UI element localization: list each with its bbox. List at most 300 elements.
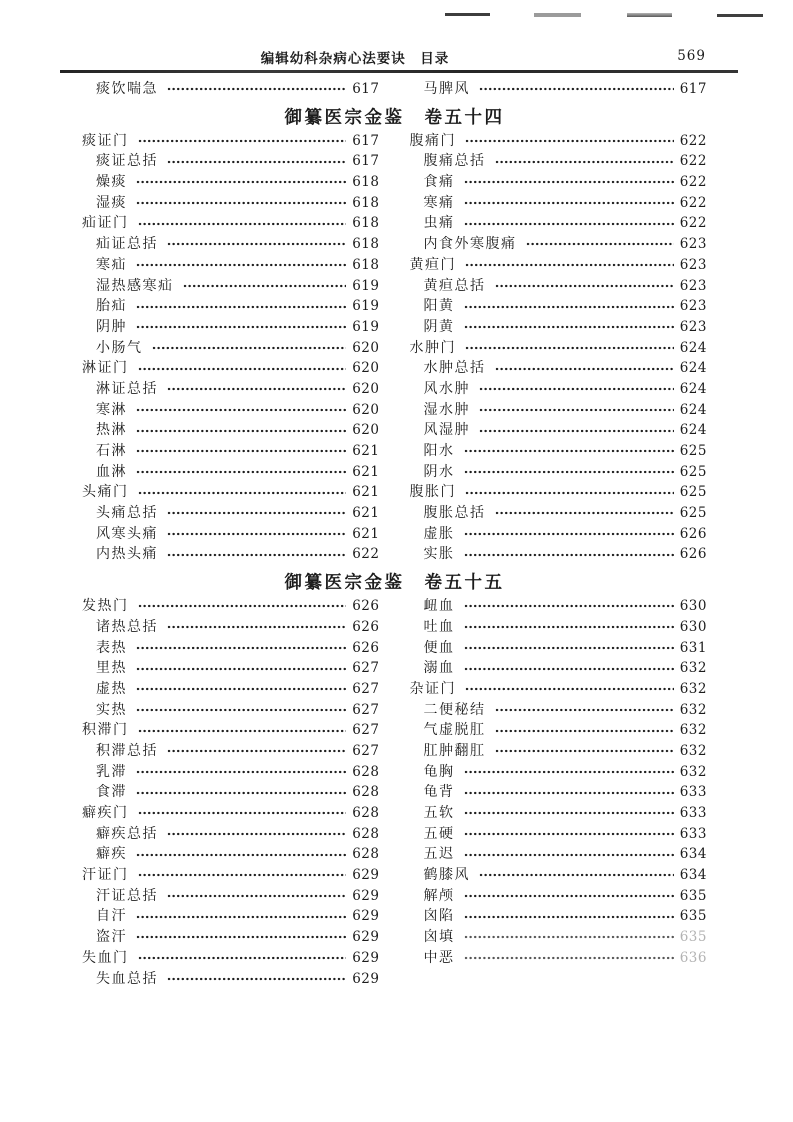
toc-entry-label: 溺血 [423, 660, 455, 677]
toc-entry-page: 624 [679, 401, 707, 418]
toc-entry-page: 627 [352, 701, 380, 718]
toc-entry-page: 626 [352, 639, 380, 656]
toc-entry-label: 热淋 [96, 422, 127, 439]
toc-entry-page: 625 [679, 463, 707, 480]
dot-leader [464, 934, 674, 940]
toc-entry-label: 龟胸 [423, 763, 455, 780]
dot-leader [464, 221, 674, 227]
dot-leader [479, 86, 674, 92]
toc-entry [410, 544, 708, 565]
toc-entry-page: 629 [352, 970, 380, 987]
dot-leader [465, 138, 674, 144]
toc-entry-label: 淋证门 [82, 360, 129, 377]
toc-entry [82, 886, 380, 907]
toc-entry-page: 629 [352, 949, 380, 966]
page-header [60, 47, 738, 65]
toc-entry-page: 626 [352, 598, 380, 615]
toc-entry [82, 638, 380, 659]
toc-entry-label: 衄血 [423, 598, 455, 615]
section-heading: 御纂医宗金鉴 卷五十四 [284, 106, 505, 127]
dot-leader [136, 324, 346, 330]
toc-entry-label: 阳黄 [423, 298, 455, 315]
toc-column-left [82, 131, 380, 565]
scan-artifact-bar [534, 13, 581, 17]
toc-entry [410, 824, 708, 845]
toc-entry-page: 631 [679, 639, 707, 656]
dot-leader [464, 448, 674, 454]
toc-entry [82, 906, 380, 927]
toc-entry-page: 621 [352, 484, 380, 501]
toc-entry-label: 杂证门 [409, 680, 456, 697]
toc-entry-label: 痰证总括 [96, 153, 158, 170]
dot-leader [138, 603, 347, 609]
toc-entry [82, 358, 380, 379]
toc-entry-page: 621 [352, 525, 380, 542]
toc-entry [410, 886, 708, 907]
section-heading: 御纂医宗金鉴 卷五十五 [284, 572, 505, 593]
dot-leader [136, 407, 346, 413]
toc-entry-page: 625 [679, 484, 707, 501]
toc-entry-page: 626 [679, 546, 707, 563]
dot-leader [464, 200, 674, 206]
dot-leader [464, 324, 674, 330]
toc-entry-page: 621 [352, 463, 380, 480]
dot-leader [136, 428, 346, 434]
toc-entry-page: 636 [679, 949, 707, 966]
dot-leader [136, 645, 346, 651]
toc-entry-label: 疝证总括 [96, 236, 158, 253]
toc-entry-page: 619 [352, 298, 380, 315]
running-title: 编辑幼科杂病心法要诀 目录 [260, 51, 450, 66]
dot-leader [464, 179, 674, 185]
dot-leader [136, 179, 346, 185]
toc-entry-page: 632 [679, 722, 707, 739]
dot-leader [464, 666, 674, 672]
toc-entry-label: 水肿门 [409, 339, 456, 356]
dot-leader [136, 790, 346, 796]
toc-entry-page: 627 [352, 722, 380, 739]
toc-entry [82, 803, 380, 824]
toc-entry [82, 234, 380, 255]
toc-entry-label: 汗证门 [82, 867, 129, 884]
dot-leader [167, 552, 346, 558]
dot-leader [479, 428, 674, 434]
toc-entry-label: 二便秘结 [423, 701, 486, 718]
dot-leader [138, 872, 347, 878]
toc-entry-label: 湿痰 [96, 194, 127, 211]
toc-entry-page: 617 [352, 81, 380, 97]
toc-entry [82, 865, 380, 886]
dot-leader [464, 810, 674, 816]
toc-entry-label: 表热 [96, 639, 127, 656]
scan-artifact-bar [717, 14, 763, 17]
toc-entry [82, 544, 380, 565]
toc-entry [82, 379, 380, 400]
toc-entry-page: 628 [352, 805, 380, 821]
toc-entry-label: 疝证门 [82, 215, 129, 232]
toc-entry [410, 762, 708, 783]
dot-leader [464, 831, 674, 837]
toc-entry [82, 151, 380, 172]
toc-entry-label: 实热 [96, 701, 127, 718]
toc-entry [410, 441, 708, 462]
dot-leader [152, 345, 347, 351]
toc-entry-page: 633 [679, 825, 707, 842]
toc-band [82, 79, 707, 100]
toc-entry [410, 193, 708, 214]
toc-entry [410, 400, 708, 421]
toc-entry-page: 618 [352, 236, 380, 253]
toc-entry [410, 79, 708, 100]
toc-entry-page: 633 [679, 784, 707, 801]
toc-entry [410, 317, 708, 338]
toc-entry-label: 里热 [96, 660, 127, 677]
toc-entry-label: 失血门 [82, 949, 129, 966]
toc-entry [82, 193, 380, 214]
toc-entry [410, 172, 708, 193]
dot-leader [495, 283, 674, 289]
toc-entry-label: 失血总括 [96, 970, 158, 987]
dot-leader [464, 603, 674, 609]
toc-entry-page: 623 [679, 236, 707, 253]
toc-entry [410, 679, 708, 700]
toc-entry-label: 便血 [423, 639, 455, 656]
dot-leader [464, 852, 674, 858]
toc-entry [410, 741, 708, 762]
toc-entry-label: 中恶 [423, 949, 455, 966]
toc-entry [410, 948, 708, 969]
toc-entry-page: 626 [352, 618, 380, 635]
dot-leader [479, 407, 674, 413]
toc-entry-page: 618 [352, 174, 380, 191]
dot-leader [167, 748, 346, 754]
toc-entry [410, 379, 708, 400]
toc-entry [82, 462, 380, 483]
toc-column-left [82, 596, 380, 989]
toc-entry-page: 635 [679, 887, 707, 904]
toc-entry-label: 水肿总括 [423, 360, 486, 377]
dot-leader [136, 769, 346, 775]
toc-entry [410, 131, 708, 152]
toc-entry-page: 622 [352, 546, 380, 563]
toc-entry-page: 622 [679, 132, 707, 149]
toc-entry-page: 624 [679, 339, 707, 356]
toc-entry [410, 213, 708, 234]
toc-entry [82, 700, 380, 721]
toc-entry-page: 623 [679, 318, 707, 335]
folio-number: 569 [677, 48, 706, 64]
dot-leader [167, 86, 346, 92]
toc-entry-label: 囟填 [423, 929, 455, 946]
toc-entry-label: 肛肿翻肛 [423, 742, 486, 759]
toc-column-right [410, 131, 708, 565]
toc-entry [410, 482, 708, 503]
toc-entry-label: 癖疾 [96, 846, 127, 863]
toc-entry [82, 79, 380, 100]
toc-entry-page: 624 [679, 380, 707, 397]
toc-entry [82, 720, 380, 741]
toc-entry-label: 积滞总括 [96, 742, 158, 759]
toc-entry [82, 420, 380, 441]
toc-entry-label: 食痛 [423, 174, 455, 191]
toc-column-left [82, 79, 380, 100]
scan-artifact-bar [627, 13, 672, 17]
toc-entry-page: 632 [679, 680, 707, 697]
toc-entry-label: 黄疸门 [409, 256, 456, 273]
dot-leader [167, 386, 346, 392]
toc-entry [82, 441, 380, 462]
toc-entry-page: 619 [352, 277, 380, 294]
dot-leader [464, 552, 674, 558]
toc-entry [82, 296, 380, 317]
toc-entry-label: 气虚脱肛 [423, 722, 486, 739]
toc-entry-label: 石淋 [96, 443, 127, 459]
toc-entry [410, 906, 708, 927]
toc-entry [410, 617, 708, 638]
dot-leader [464, 790, 674, 796]
toc-entry [82, 172, 380, 193]
toc-entry [410, 462, 708, 483]
toc-entry [410, 234, 708, 255]
toc-entry-page: 617 [352, 153, 380, 170]
toc-entry [410, 803, 708, 824]
toc-entry-page: 632 [679, 763, 707, 780]
toc-entry-page: 629 [352, 929, 380, 946]
dot-leader [495, 728, 674, 734]
toc-entry-page: 618 [352, 194, 380, 211]
toc-entry-label: 诸热总括 [96, 618, 158, 635]
dot-leader [138, 138, 347, 144]
toc-entry-label: 五硬 [423, 825, 455, 842]
dot-leader [138, 366, 347, 372]
dot-leader [167, 159, 346, 165]
toc-entry [410, 844, 708, 865]
toc-entry [82, 524, 380, 545]
dot-leader [479, 872, 674, 878]
toc-entry [410, 720, 708, 741]
toc-entry [82, 131, 380, 152]
dot-leader [167, 831, 346, 837]
toc-entry [82, 276, 380, 297]
toc-entry [82, 679, 380, 700]
dot-leader [464, 769, 674, 775]
toc-entry-page: 622 [679, 194, 707, 211]
toc-entry-page: 617 [679, 81, 707, 97]
dot-leader [464, 893, 674, 899]
toc-entry-page: 618 [352, 215, 380, 232]
toc-entry [82, 969, 380, 990]
toc-entry [410, 255, 708, 276]
toc-band [82, 131, 707, 565]
dot-leader [136, 200, 346, 206]
dot-leader [167, 976, 346, 982]
toc-entry [410, 782, 708, 803]
toc-entry-label: 湿水肿 [423, 401, 470, 418]
dot-leader [464, 914, 674, 920]
toc-entry-label: 五软 [423, 805, 455, 821]
toc-entry-label: 淋证总括 [96, 380, 158, 397]
toc-entry-page: 627 [352, 742, 380, 759]
toc-entry-label: 头痛总括 [96, 505, 158, 522]
toc-entry-label: 腹胀门 [409, 484, 456, 501]
dot-leader [465, 345, 674, 351]
scan-artifact-bar [445, 13, 490, 16]
toc-entry-label: 燥痰 [96, 174, 127, 191]
toc-entry-page: 628 [352, 784, 380, 801]
toc-entry-label: 小肠气 [96, 339, 143, 356]
toc-entry [82, 213, 380, 234]
toc-entry-page: 633 [679, 805, 707, 821]
toc-entry [82, 317, 380, 338]
toc-entry-label: 癖疾门 [82, 805, 129, 821]
toc-entry-page: 618 [352, 256, 380, 273]
toc-entry [82, 844, 380, 865]
toc-entry-label: 积滞门 [82, 722, 129, 739]
toc-entry-label: 自汗 [96, 908, 127, 925]
toc-entry [82, 948, 380, 969]
toc-entry-label: 龟背 [423, 784, 455, 801]
toc-entry [82, 741, 380, 762]
toc-entry-label: 汗证总括 [96, 887, 158, 904]
dot-leader [136, 934, 346, 940]
toc-entry-label: 风湿肿 [423, 422, 470, 439]
toc-entry-page: 629 [352, 887, 380, 904]
toc-entry-label: 阴水 [423, 463, 455, 480]
toc-entry-label: 囟陷 [423, 908, 455, 925]
toc-entry [82, 927, 380, 948]
dot-leader [183, 283, 347, 289]
dot-leader [136, 469, 346, 475]
dot-leader [138, 221, 347, 227]
toc-entry-page: 620 [352, 422, 380, 439]
dot-leader [465, 686, 674, 692]
toc-entry [410, 927, 708, 948]
dot-leader [464, 304, 674, 310]
dot-leader [167, 624, 346, 630]
dot-leader [138, 955, 347, 961]
toc-entry-page: 628 [352, 763, 380, 780]
dot-leader [464, 531, 674, 537]
toc-entry-page: 635 [679, 929, 707, 946]
dot-leader [136, 262, 346, 268]
toc-entry-page: 620 [352, 401, 380, 418]
toc-entry-page: 627 [352, 660, 380, 677]
toc-entry-page: 621 [352, 443, 380, 459]
dot-leader [495, 510, 674, 516]
toc-entry-page: 632 [679, 660, 707, 677]
toc-entry-page: 622 [679, 174, 707, 191]
toc-entry-label: 五迟 [423, 846, 455, 863]
toc-entry-page: 629 [352, 867, 380, 884]
toc-entry-label: 腹痛总括 [423, 153, 486, 170]
toc-entry [82, 658, 380, 679]
toc-entry [410, 358, 708, 379]
toc-entry-page: 617 [352, 132, 380, 149]
toc-entry [410, 700, 708, 721]
toc-entry-page: 625 [679, 443, 707, 459]
toc-entry-label: 阴黄 [423, 318, 455, 335]
header-rule [60, 70, 738, 73]
toc-entry [410, 638, 708, 659]
dot-leader [526, 241, 674, 247]
toc-entry-page: 628 [352, 825, 380, 842]
dot-leader [136, 666, 346, 672]
dot-leader [167, 893, 346, 899]
toc-entry [82, 596, 380, 617]
toc-entry [410, 276, 708, 297]
toc-entry-label: 腹胀总括 [423, 505, 486, 522]
toc-entry-page: 626 [679, 525, 707, 542]
toc-entry-label: 内食外寒腹痛 [423, 236, 517, 253]
toc-entry-page: 621 [352, 505, 380, 522]
toc-entry-label: 鹤膝风 [423, 867, 470, 884]
dot-leader [464, 624, 674, 630]
dot-leader [465, 262, 674, 268]
toc-entry-label: 痰证门 [82, 132, 129, 149]
dot-leader [495, 366, 674, 372]
dot-leader [136, 686, 346, 692]
toc-entry-label: 痰饮喘急 [96, 81, 158, 97]
toc-entry [410, 865, 708, 886]
toc-entry-label: 阳水 [423, 443, 455, 459]
toc-entry-label: 寒痛 [423, 194, 455, 211]
toc-entry-label: 食滞 [96, 784, 127, 801]
toc-entry-page: 624 [679, 360, 707, 377]
toc-entry-label: 风水肿 [423, 380, 470, 397]
toc-entry-page: 622 [679, 215, 707, 232]
toc-entry-page: 623 [679, 277, 707, 294]
dot-leader [167, 241, 346, 247]
toc-entry-page: 624 [679, 422, 707, 439]
toc-entry-label: 虚热 [96, 680, 127, 697]
toc-entry-label: 实胀 [423, 546, 455, 563]
dot-leader [167, 510, 346, 516]
dot-leader [495, 707, 674, 713]
toc-entry-label: 寒疝 [96, 256, 127, 273]
toc-entry-page: 625 [679, 505, 707, 522]
toc-entry-page: 627 [352, 680, 380, 697]
toc-entry-label: 癖疾总括 [96, 825, 158, 842]
toc-entry-page: 623 [679, 298, 707, 315]
dot-leader [495, 159, 674, 165]
dot-leader [465, 490, 674, 496]
toc-entry-page: 630 [679, 618, 707, 635]
dot-leader [479, 386, 674, 392]
toc-entry-page: 628 [352, 846, 380, 863]
toc-entry [410, 151, 708, 172]
toc-entry-page: 620 [352, 380, 380, 397]
toc-entry [82, 400, 380, 421]
dot-leader [136, 304, 346, 310]
toc-entry-page: 623 [679, 256, 707, 273]
toc-entry [82, 338, 380, 359]
toc-entry [82, 255, 380, 276]
dot-leader [136, 448, 346, 454]
toc-entry [410, 420, 708, 441]
toc-entry-label: 虚胀 [423, 525, 455, 542]
toc-entry-page: 620 [352, 360, 380, 377]
toc-entry-label: 阴肿 [96, 318, 127, 335]
toc-entry-page: 635 [679, 908, 707, 925]
toc-entry [410, 296, 708, 317]
toc-entry-page: 630 [679, 598, 707, 615]
dot-leader [464, 645, 674, 651]
toc-entry [410, 503, 708, 524]
toc-entry [410, 338, 708, 359]
toc-entry [82, 824, 380, 845]
toc-entry [410, 658, 708, 679]
toc-entry-page: 629 [352, 908, 380, 925]
